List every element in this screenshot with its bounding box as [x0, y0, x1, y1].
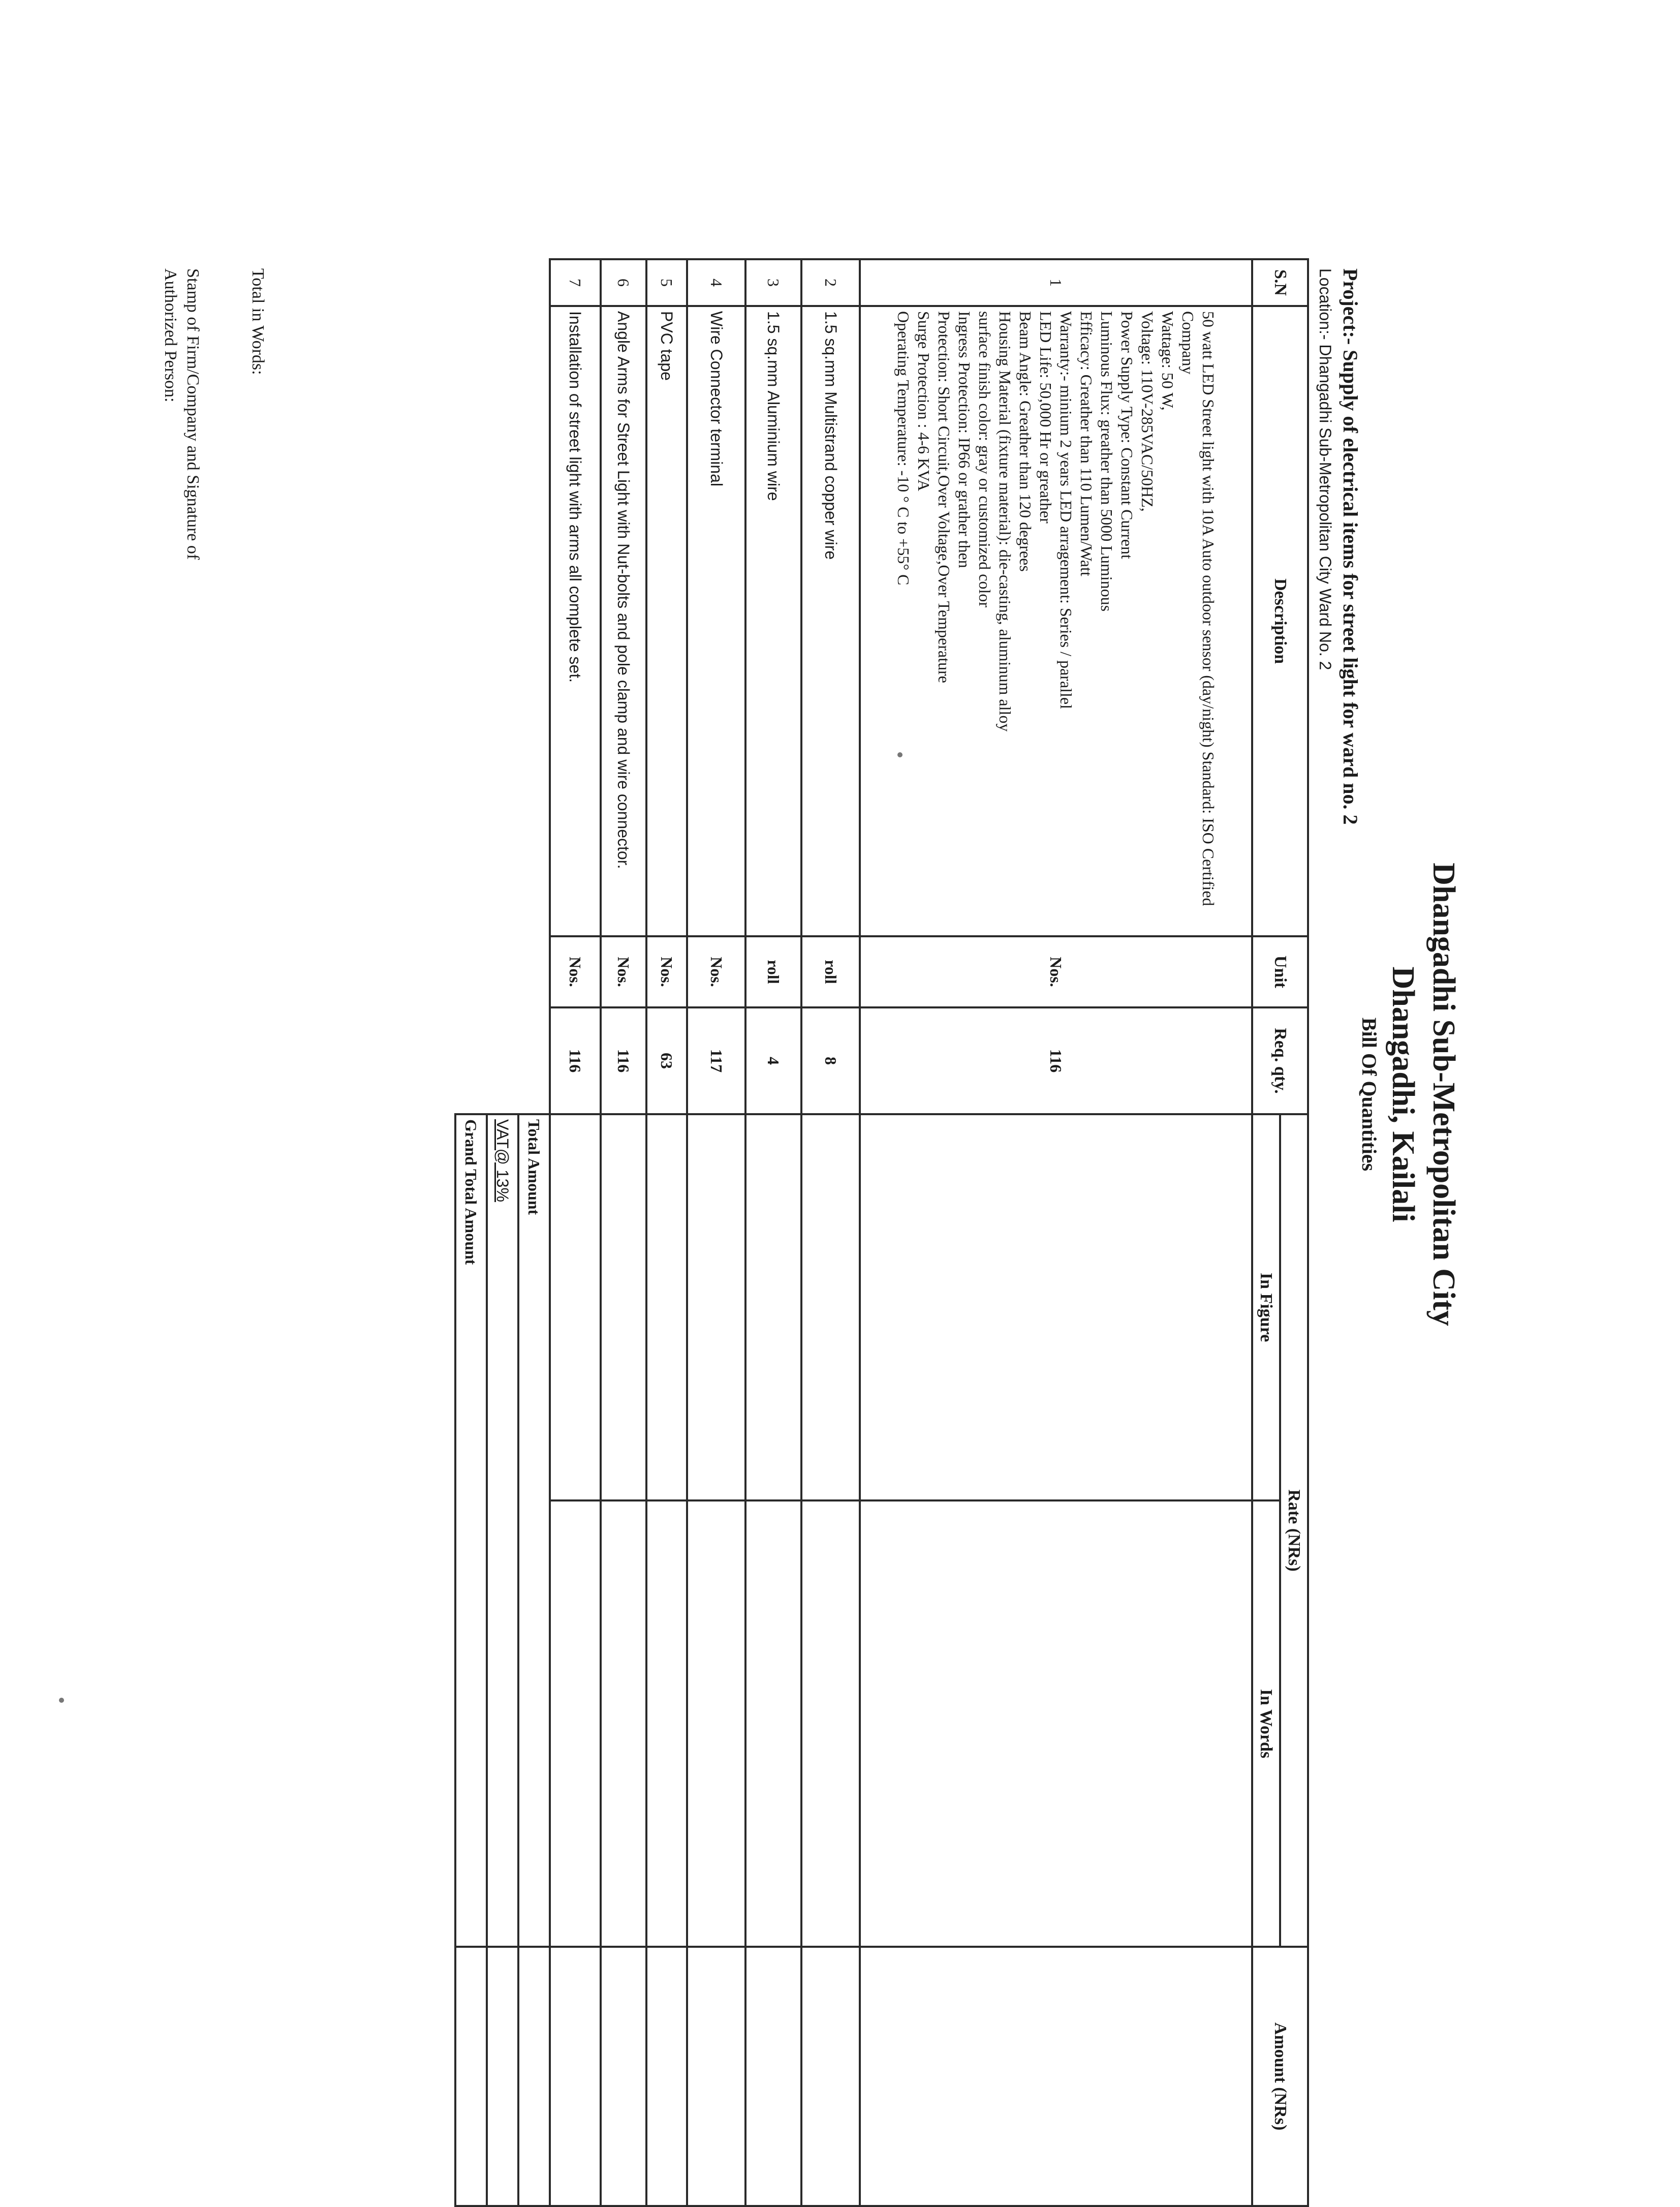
boq-table — [454, 258, 1309, 2207]
item-qty: 4 — [745, 1007, 801, 1114]
col-unit-header: Unit — [1252, 936, 1308, 1007]
rate-in-figure-cell — [550, 1114, 601, 1500]
item-unit: Nos. — [550, 936, 601, 1007]
municipality-subtitle: Dhangadhi, Kailali — [1386, 966, 1420, 1222]
col-sn-header: S.N — [1252, 259, 1308, 306]
item-description: 1.5 sq.mm Multistrand copper wire — [801, 306, 860, 936]
item-description: 50 watt LED Street light with 10A Auto outdoor sensor (day/night) Standard: ISO Certified Company Wattage: 50 W, Voltage: 110V-285VAC/50HZ, Power Supply Type: Constant Current Luminous Flux: greather than 5000 Luminous Efficacy: Greather than 110 Lumen/Watt Warranty:- minium 2 years LED arragement: Series / parallel LED Life: 50,000 Hr or greather Beam Angle: Greather than 120 degrees Housing Material (fixture material): die-casting, aluminum alloy surface finish color: gray or customized color Ingress Protection: IP66 or grather then Protection: Short Circuit,Over Voltage,Over Temperature Surge Protection : 4-6 KVA Operating Temperature: -10 ° C to +55° C — [860, 306, 1252, 936]
item-unit: Nos. — [687, 936, 745, 1007]
rate-in-words-cell — [601, 1500, 646, 1947]
rate-in-figure-cell — [801, 1114, 860, 1500]
item-qty: 116 — [601, 1007, 646, 1114]
municipality-title: Dhangadhi Sub-Metropolitan City — [1426, 863, 1461, 1326]
col-rate-header: Rate (NRs) — [1280, 1114, 1308, 1947]
item-qty: 8 — [801, 1007, 860, 1114]
grand-total-row — [455, 259, 487, 2206]
table-row — [646, 259, 687, 2206]
scan-speck — [897, 752, 903, 757]
col-amount-header: Amount (NRs) — [1252, 1947, 1308, 2206]
amount-cell — [860, 1947, 1252, 2206]
rate-in-words-cell — [687, 1500, 745, 1947]
amount-cell — [646, 1947, 687, 2206]
rate-in-words-cell — [646, 1500, 687, 1947]
item-sn: 5 — [646, 259, 687, 306]
blank-cell — [518, 259, 550, 1114]
total-row — [518, 259, 550, 2206]
item-qty: 117 — [687, 1007, 745, 1114]
amount-cell — [745, 1947, 801, 2206]
item-sn: 3 — [745, 259, 801, 306]
vat-label: VAT@ 13% — [487, 1114, 518, 1947]
rate-in-figure-cell — [687, 1114, 745, 1500]
item-sn: 7 — [550, 259, 601, 306]
rate-in-figure-cell — [646, 1114, 687, 1500]
item-unit: Nos. — [601, 936, 646, 1007]
item-sn: 2 — [801, 259, 860, 306]
rate-in-figure-cell — [601, 1114, 646, 1500]
table-row — [860, 259, 1252, 2206]
amount-cell — [687, 1947, 745, 2206]
table-row — [801, 259, 860, 2206]
table-row — [601, 259, 646, 2206]
item-sn: 6 — [601, 259, 646, 306]
total-amount-cell — [518, 1947, 550, 2206]
grand-total-label: Grand Total Amount — [455, 1114, 487, 1947]
col-description-header: Description — [1252, 306, 1308, 936]
table-row — [745, 259, 801, 2206]
total-in-words-label: Total in Words: — [248, 268, 267, 375]
table-row — [687, 259, 745, 2206]
item-description: Installation of street light with arms all complete set. — [550, 306, 601, 936]
item-sn: 1 — [860, 259, 1252, 306]
amount-cell — [601, 1947, 646, 2206]
rate-in-figure-cell — [745, 1114, 801, 1500]
grand-total-amount-cell — [455, 1947, 487, 2206]
item-description: Wire Connector terminal — [687, 306, 745, 936]
scan-speck — [59, 1698, 64, 1703]
amount-cell — [550, 1947, 601, 2206]
blank-cell — [455, 259, 487, 1114]
document-type: Bill Of Quantities — [1358, 1017, 1381, 1172]
rate-in-words-cell — [745, 1500, 801, 1947]
item-unit: roll — [745, 936, 801, 1007]
item-qty: 63 — [646, 1007, 687, 1114]
item-description: Angle Arms for Street Light with Nut-bolts and pole clamp and wire connector. — [601, 306, 646, 936]
item-unit: Nos. — [860, 936, 1252, 1007]
col-qty-header: Req. qty. — [1252, 1007, 1308, 1114]
rate-in-words-cell — [801, 1500, 860, 1947]
item-sn: 4 — [687, 259, 745, 306]
col-in-words-header: In Words — [1252, 1500, 1280, 1947]
item-qty: 116 — [550, 1007, 601, 1114]
project-line: Project:- Supply of electrical items for street light for ward no. 2 — [1339, 268, 1362, 825]
item-description: 1.5 sq.mm Aluminium wire — [745, 306, 801, 936]
rate-in-words-cell — [550, 1500, 601, 1947]
rate-in-figure-cell — [860, 1114, 1252, 1500]
stamp-signature-block — [159, 268, 204, 560]
rate-in-words-cell — [860, 1500, 1252, 1947]
item-unit: roll — [801, 936, 860, 1007]
location-line: Location:- Dhangadhi Sub-Metropolitan City Ward No. 2 — [1316, 268, 1334, 670]
header-row — [1280, 259, 1308, 2206]
item-description: PVC tape — [646, 306, 687, 936]
vat-amount-cell — [487, 1947, 518, 2206]
vat-row — [487, 259, 518, 2206]
blank-cell — [487, 259, 518, 1114]
stamp-line-2: Authorized Person: — [161, 268, 180, 403]
stamp-line-1: Stamp of Firm/Company and Signature of — [183, 268, 202, 560]
total-amount-label: Total Amount — [518, 1114, 550, 1947]
table-row — [550, 259, 601, 2206]
item-unit: Nos. — [646, 936, 687, 1007]
item-qty: 116 — [860, 1007, 1252, 1114]
amount-cell — [801, 1947, 860, 2206]
col-in-figure-header: In Figure — [1252, 1114, 1280, 1500]
